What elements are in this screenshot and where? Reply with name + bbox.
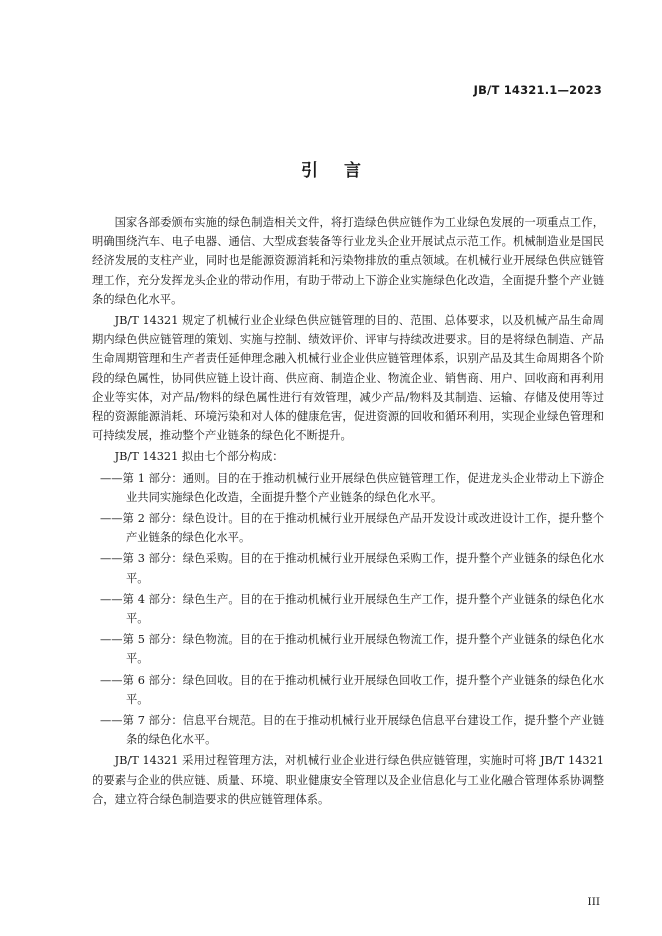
part-list-item-1: ——第 1 部分：通则。目的在于推动机械行业开展绿色供应链管理工作，促进龙头企业带动上下游企业共同实施绿色化改造，全面提升整个产业链条的绿色化水平。 [100,471,604,504]
intro-paragraph-1: 国家各部委颁布实施的绿色制造相关文件，将打造绿色供应链作为工业绿色发展的一项重点工作，明确围绕汽车、电子电器、通信、大型成套装备等行业龙头企业开展试点示范工作。机械制造业是国民经济发展的支柱产业，同时也是能源资源消耗和污染物排放的重点领域。在机械行业开展绿色供应链管理工作，充分发挥龙头企业的带动作用，有助于带动上下游企业实施绿色化改造，全面提升整个产业链条的绿色化水平。 [92,216,604,306]
intro-paragraph-4: JB/T 14321 采用过程管理方法，对机械行业企业进行绿色供应链管理，实施时可将 JB/T 14321 的要素与企业的供应链、质量、环境、职业健康安全管理以及企业信息化与工业化融合管理体系协调整合，建立符合绿色制造要求的供应链管理体系。 [92,754,604,806]
part-list-item-2: ——第 2 部分：绿色设计。目的在于推动机械行业开展绿色产品开发设计或改进设计工作，提升整个产业链条的绿色化水平。 [100,512,604,545]
part-list-item-5: ——第 5 部分：绿色物流。目的在于推动机械行业开展绿色物流工作，提升整个产业链条的绿色化水平。 [100,633,604,666]
page-title: 引言 [301,161,387,181]
part-list-item-4: ——第 4 部分：绿色生产。目的在于推动机械行业开展绿色生产工作，提升整个产业链条的绿色化水平。 [100,592,604,626]
part-list-item-3: ——第 3 部分：绿色采购。目的在于推动机械行业开展绿色采购工作，提升整个产业链条的绿色化水平。 [100,552,604,585]
intro-paragraph-2: JB/T 14321 规定了机械行业企业绿色供应链管理的目的、范围、总体要求，以及机械产品生命周期内绿色供应链管理的策划、实施与控制、绩效评价、评审与持续改进要求。目的是将绿色制造、产品生命周期管理和生产者责任延伸理念融入机械行业企业供应链管理体系，识别产品及其生命周期各个阶段的绿色属性，协同供应链上设计商、供应商、制造企业、物流企业、销售商、用户、回收商和再利用企业等实体，对产品/物料的绿色属性进行有效管理，减少产品/物料及其制造、运输、存储及使用等过程的资源能源消耗、环境污染和对人体的健康危害，促进资源的回收和循环利用，实现企业绿色管理和可持续发展，推动整个产业链条的绿色化不断提升。 [92,314,604,443]
page-number: III [587,896,600,908]
document-body [92,213,604,811]
part-list-item-7: ——第 7 部分：信息平台规范。目的在于推动机械行业开展绿色信息平台建设工作，提升整个产业链条的绿色化水平。 [100,714,604,747]
intro-paragraph-3: JB/T 14321 拟由七个部分构成： [114,450,284,464]
part-list-item-6: ——第 6 部分：绿色回收。目的在于推动机械行业开展绿色回收工作，提升整个产业链条的绿色化水平。 [100,673,604,706]
document-code: JB/T 14321.1—2023 [473,83,602,97]
